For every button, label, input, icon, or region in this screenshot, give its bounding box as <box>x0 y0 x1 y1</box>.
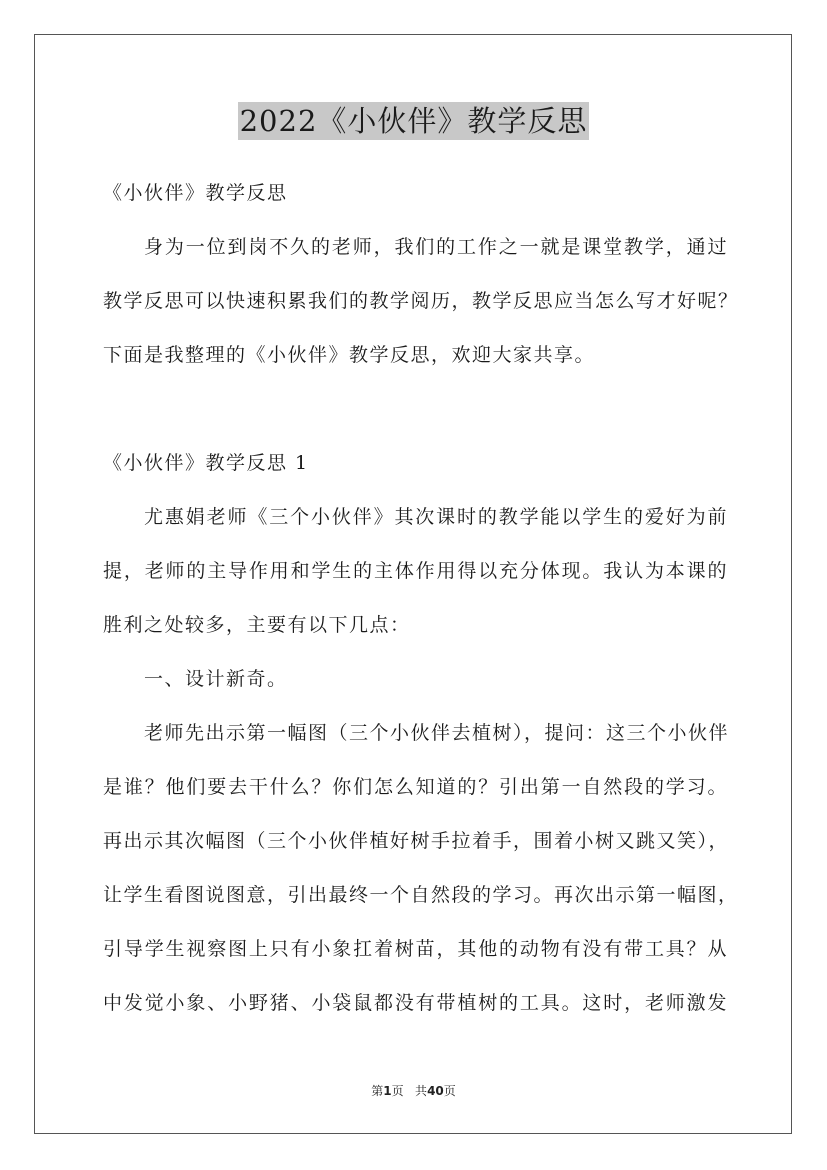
total-prefix: 共 <box>415 1084 428 1098</box>
document-body <box>103 170 739 1034</box>
title-container <box>0 102 827 140</box>
page-number: 1 <box>383 1084 392 1098</box>
page-label-prefix: 第 <box>371 1084 384 1098</box>
paragraph-line: 引导学生视察图上只有小象扛着树苗，其他的动物有没有带工具？从 <box>103 938 728 960</box>
total-suffix: 页 <box>443 1084 456 1098</box>
subtitle: 《小伙伴》教学反思 <box>103 182 288 204</box>
paragraph-line: 提，老师的主导作用和学生的主体作用得以充分体现。我认为本课的 <box>103 560 728 582</box>
total-pages: 40 <box>427 1084 444 1098</box>
paragraph-line: 是谁？他们要去干什么？你们怎么知道的？引出第一自然段的学习。 <box>103 776 728 798</box>
section-heading: 《小伙伴》教学反思 1 <box>103 452 309 474</box>
point-heading: 一、设计新奇。 <box>144 668 288 690</box>
paragraph-line: 中发觉小象、小野猪、小袋鼠都没有带植树的工具。这时，老师激发 <box>103 992 728 1014</box>
intro-line: 下面是我整理的《小伙伴》教学反思，欢迎大家共享。 <box>103 344 596 366</box>
paragraph-line: 让学生看图说图意，引出最终一个自然段的学习。再次出示第一幅图， <box>103 884 739 906</box>
paragraph-line: 尤惠娟老师《三个小伙伴》其次课时的教学能以学生的爱好为前 <box>144 506 728 528</box>
intro-line: 教学反思可以快速积累我们的教学阅历，教学反思应当怎么写才好呢？ <box>103 290 739 312</box>
paragraph-line: 再出示其次幅图（三个小伙伴植好树手拉着手，围着小树又跳又笑）， <box>103 830 730 852</box>
paragraph-gap <box>103 386 728 440</box>
intro-line: 身为一位到岗不久的老师，我们的工作之一就是课堂教学，通过 <box>144 236 728 258</box>
page-label-suffix: 页 <box>391 1084 404 1098</box>
paragraph-line: 老师先出示第一幅图（三个小伙伴去植树），提问：这三个小伙伴 <box>144 722 730 744</box>
paragraph-line: 胜利之处较多，主要有以下几点： <box>103 614 411 636</box>
document-title: 2022《小伙伴》教学反思 <box>239 104 588 138</box>
page-footer <box>0 1082 827 1099</box>
